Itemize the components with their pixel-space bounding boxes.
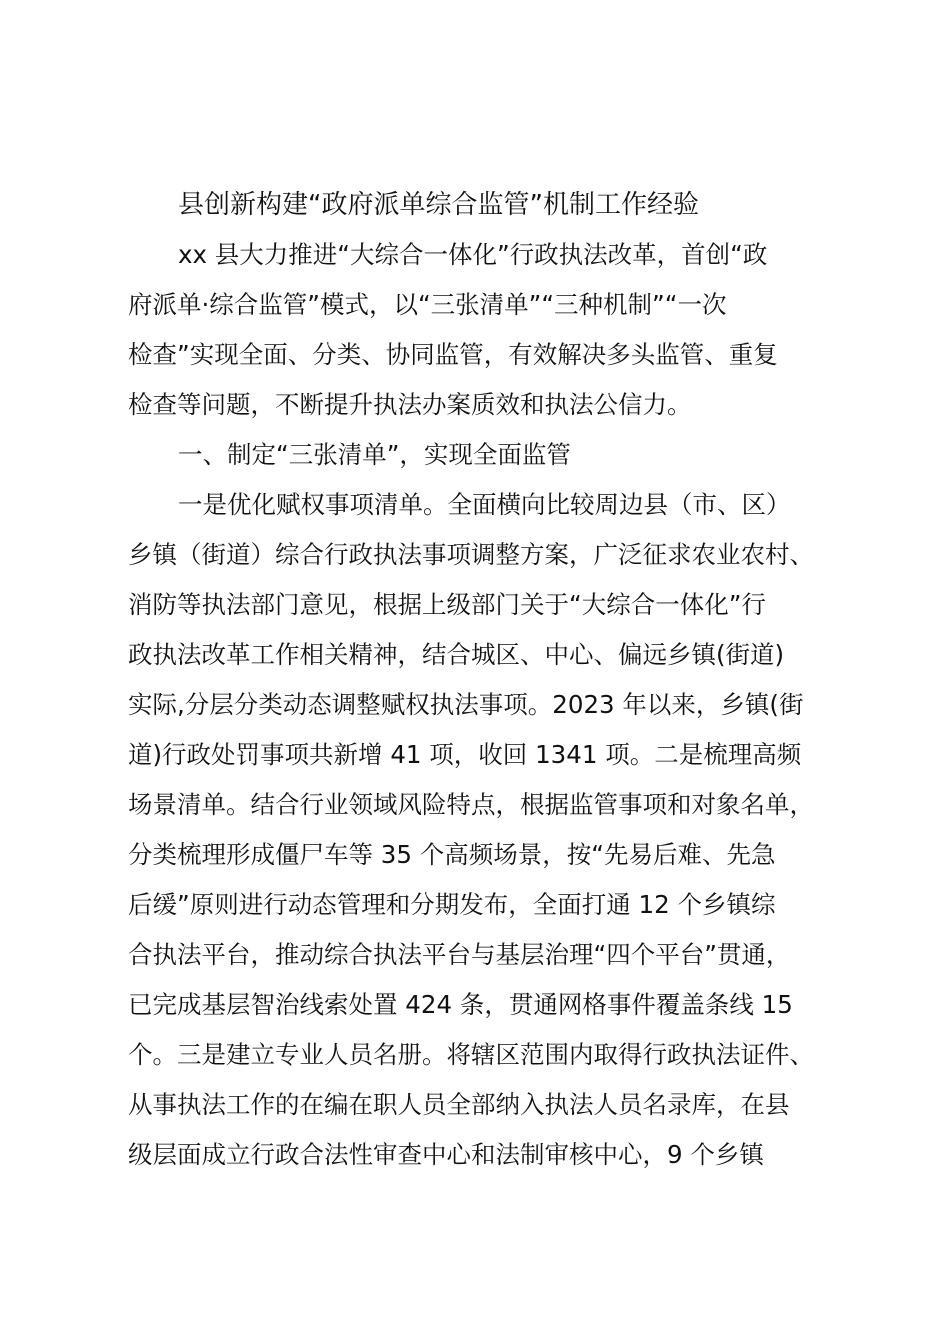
section-heading: 一、制定“三张清单”，实现全面监管 <box>178 440 571 469</box>
paragraph-line: 从事执法工作的在编在职人员全部纳入执法人员名录库，在县 <box>128 1090 790 1119</box>
paragraph-line: 政执法改革工作相关精神，结合城区、中心、偏远乡镇(街道) <box>128 640 785 669</box>
paragraph-line: 实际,分层分类动态调整赋权执法事项。2023 年以来，乡镇(街 <box>128 690 804 719</box>
paragraph-line: 分类梳理形成僵尸车等 35 个高频场景，按“先易后难、先急 <box>128 840 776 869</box>
paragraph-line: 级层面成立行政合法性审查中心和法制审核中心，9 个乡镇 <box>128 1140 764 1169</box>
paragraph-line: 合执法平台，推动综合执法平台与基层治理“四个平台”贯通， <box>128 940 791 969</box>
paragraph-line: 检查”实现全面、分类、协同监管，有效解决多头监管、重复 <box>128 340 778 369</box>
document-title: 县创新构建“政府派单综合监管”机制工作经验 <box>178 190 699 220</box>
paragraph-line: 一是优化赋权事项清单。全面横向比较周边县（市、区） <box>178 490 791 519</box>
paragraph-line: 已完成基层智治线索处置 424 条，贯通网格事件覆盖条线 15 <box>128 990 793 1019</box>
paragraph-line: 后缓”原则进行动态管理和分期发布，全面打通 12 个乡镇综 <box>128 890 776 919</box>
paragraph-line: 消防等执法部门意见，根据上级部门关于“大综合一体化”行 <box>128 590 766 619</box>
paragraph-line: 道)行政处罚事项共新增 41 项，收回 1341 项。二是梳理高频 <box>128 740 802 769</box>
paragraph-line: 乡镇（街道）综合行政执法事项调整方案，广泛征求农业农村、 <box>128 540 814 569</box>
paragraph-line: xx 县大力推进“大综合一体化”行政执法改革，首创“政 <box>178 240 768 269</box>
paragraph-line: 府派单·综合监管”模式，以“三张清单”“三种机制”“一次 <box>128 290 727 319</box>
paragraph-line: 检查等问题，不断提升执法办案质效和执法公信力。 <box>128 390 692 419</box>
paragraph-line: 个。三是建立专业人员名册。将辖区范围内取得行政执法证件、 <box>128 1040 814 1069</box>
paragraph-line: 场景清单。结合行业领域风险特点，根据监管事项和对象名单， <box>128 790 814 819</box>
